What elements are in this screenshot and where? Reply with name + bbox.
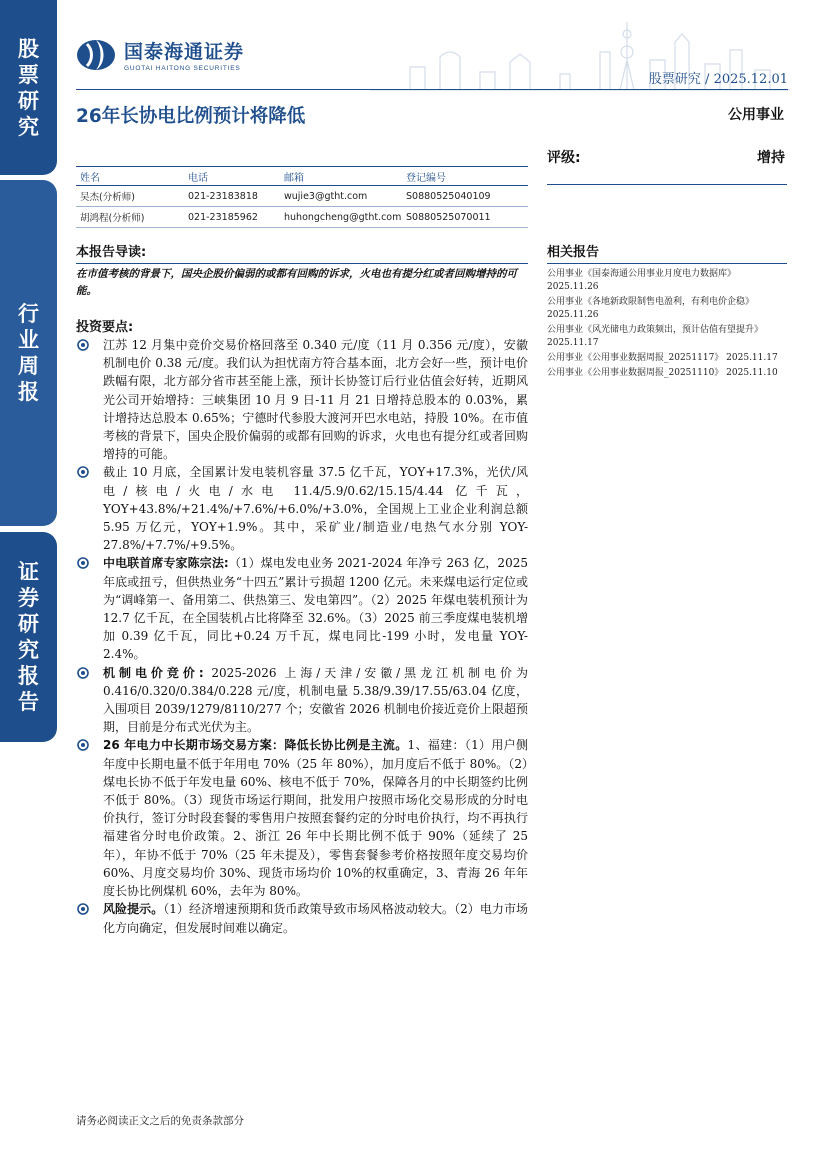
related-report-item[interactable]: 公用事业《公用事业数据周报_20251117》 2025.11.17 (547, 353, 778, 363)
analyst-phone: 021-23183818 (188, 190, 258, 202)
list-item (76, 554, 528, 663)
related-reports-heading: 相关报告 (547, 241, 787, 264)
bullet-icon (77, 339, 89, 351)
analyst-reg-no: S0880525070011 (406, 211, 491, 223)
bullet-icon (77, 903, 89, 915)
analyst-reg-no: S0880525040109 (406, 190, 491, 202)
point-text: 江苏 12 月集中竞价交易价格回落至 0.340 元/度（11 月 0.356 元/度），安徽机制电价 0.38 元/度。我们认为担忧南方符合基本面，北方会好一些，预计电价跌幅有限，北方部分省市甚至能上涨，预计长协签订后行业估值会好转，近期风光公司开始增持：三峡集团 10 月 9 日-11 月 21 日增持总股本的 0.03%，累计增持达总股本 0.65%；宁德时代参股大渡河开巴水电站，持股 10%。在市值考核的背景下，国央企股价偏弱的或都有回购的诉求，火电也有提分红或者回购增持的可能。 (103, 338, 528, 462)
side-tab-label: 行业周报 (18, 302, 39, 404)
point-text: 2025-2026 上海/天津/安徽/黑龙江机制电价为 0.416/0.320/0.384/0.228 元/度，机制电量 5.38/9.39/17.55/63.04 亿度，入围项目 2039/1279/8110/277 个；安徽省 2026 机制电价接近竞价上限超预期，目前是分布式光伏为主。 (103, 665, 528, 735)
rating-box (547, 145, 787, 185)
company-logo (76, 37, 244, 72)
point-bold: 26 年电力中长期市场交易方案：降低长协比例是主流。 (103, 738, 408, 753)
analyst-table (76, 166, 528, 228)
report-title: 26年长协电比例预计将降低 (76, 106, 306, 127)
analyst-email[interactable]: huhongcheng@gtht.com (284, 211, 402, 223)
guide-heading: 本报告导读: (76, 241, 528, 264)
rating-value: 增持 (757, 150, 785, 166)
bullet-icon (77, 466, 89, 478)
point-bold: 机制电价竞价: (103, 665, 204, 680)
table-row (76, 207, 528, 228)
analyst-table-header (76, 166, 528, 186)
report-date: 2025.12.01 (713, 72, 788, 87)
related-report-item[interactable]: 公用事业《风光储电力政策频出，预计估值有望提升》 2025.11.17 (547, 325, 764, 348)
point-text: （1）经济增速预期和货币政策导致市场风格波动较大。（2）电力市场化方向确定，但发展时间难以确定。 (103, 902, 528, 935)
bullet-icon (77, 667, 89, 679)
point-text: 截止 10 月底，全国累计发电装机容量 37.5 亿千瓦，YOY+17.3%，光伏/风电/核电/火电/水电 11.4/5.9/0.62/15.15/4.44 亿千瓦，YOY+43.8%/+21.4%/+7.6%/+6.0%/+3.0%，全国规上工业企业利润总额 5.95 万亿元，YOY+1.9%。其中，采矿业/制造业/电热气水分别 YOY-27.8%/+7.7%/+9.5%。 (103, 465, 528, 553)
points-heading: 投资要点: (76, 320, 134, 335)
analyst-phone: 021-23185962 (188, 211, 258, 223)
report-meta (649, 68, 788, 87)
list-item (76, 736, 528, 900)
meta-separator: / (705, 72, 714, 87)
related-report-item[interactable]: 公用事业《公用事业数据周报_20251110》 2025.11.10 (547, 368, 778, 378)
header-reg-no: 登记编号 (406, 172, 446, 184)
investment-points (76, 336, 528, 937)
report-type: 股票研究 (648, 72, 701, 87)
related-reports (547, 241, 787, 382)
header-divider (76, 89, 788, 90)
bullet-icon (77, 557, 89, 569)
company-name-en: GUOTAI HAITONG SECURITIES (124, 65, 241, 72)
rating-label: 评级: (547, 150, 581, 166)
side-tab-label: 证券研究报告 (18, 560, 39, 714)
point-bold: 中电联首席专家陈宗法: (103, 556, 229, 571)
list-item (76, 900, 528, 936)
list-item (76, 664, 528, 737)
analyst-name: 胡鸿程(分析师) (80, 213, 145, 224)
guide-text: 在市值考核的背景下，国央企股价偏弱的或都有回购的诉求，火电也有提分红或者回购增持的可能。 (76, 268, 517, 297)
related-report-item[interactable]: 公用事业《各地新政限制售电盈利，有利电价企稳》 2025.11.26 (547, 297, 755, 320)
side-tab-label: 股票研究 (18, 36, 39, 139)
header-email: 邮箱 (284, 172, 304, 184)
sector-label: 公用事业 (728, 107, 784, 123)
side-tab-securities-report (0, 532, 57, 742)
point-text: （1）煤电发电业务 2021-2024 年净亏 263 亿，2025 年底或扭亏，但供热业务“十四五”累计亏损超 1200 亿元。未来煤电运行定位或为“调峰第一、备用第二、供热第三、发电第四”。（2）2025 年煤电装机预计为 12.7 亿千瓦，在全国装机占比将降至 32.6%。（3）2025 前三季度煤电装机增加 0.39 亿千瓦，同比+0.24 万千瓦，煤电同比-199 小时，发电量 YOY-2.4%。 (103, 556, 528, 662)
side-tab-industry-weekly (0, 180, 57, 526)
header-phone: 电话 (188, 172, 208, 184)
point-bold: 风险提示。 (103, 902, 164, 917)
logo-mark-icon (76, 38, 116, 72)
analyst-name: 吴杰(分析师) (80, 192, 135, 203)
table-row (76, 186, 528, 207)
list-item (76, 336, 528, 463)
header-name: 姓名 (80, 172, 100, 184)
disclaimer-footer: 请务必阅读正文之后的免责条款部分 (76, 1115, 244, 1127)
side-tab-stock-research (0, 0, 57, 175)
bullet-icon (77, 739, 89, 751)
analyst-email[interactable]: wujie3@gtht.com (284, 190, 368, 202)
related-report-item[interactable]: 公用事业《国泰海通公用事业月度电力数据库》 2025.11.26 (547, 269, 737, 292)
point-text: 1、福建：（1）用户侧年度中长期电量不低于年用电 70%（25 年 80%），加月度后不低于 80%。（2）煤电长协不低于年发电量 60%、核电不低于 70%，保障各月的中长期签约比例不低于 80%。（3）现货市场运行期间，批发用户按照市场化交易形成的分时电价执行，签订分时段套餐的零售用户按照套餐约定的分时电价执行，均不再执行福建省分时电价政策。2、浙江 26 年中长期比例不低于 90%（延续了 25 年），年协不低于 70%（25 年未提及），零售套餐参考价格按照年度交易均价 60%、月度交易均价 30%、现货市场均价 10%的权重确定，3、青海 26 年年度长协比例煤机 60%，去年为 80%。 (103, 738, 528, 899)
company-name: 国泰海通证券 (124, 41, 245, 63)
list-item (76, 463, 528, 554)
